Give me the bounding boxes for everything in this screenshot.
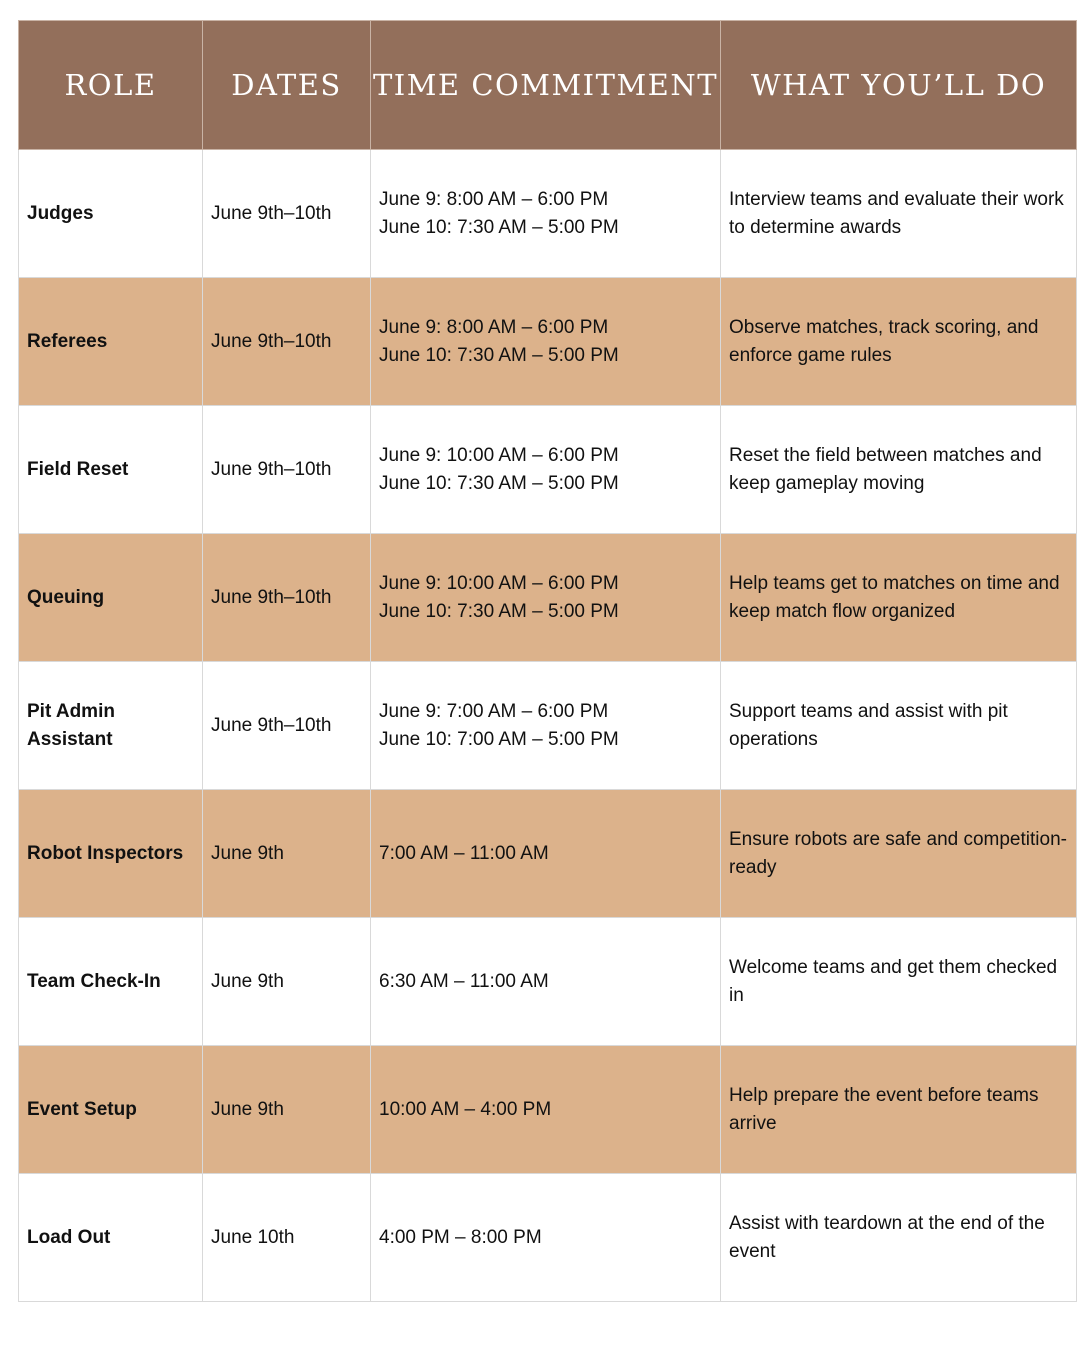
- time-line: June 10: 7:30 AM – 5:00 PM: [379, 472, 619, 494]
- description-cell: Ensure robots are safe and competition-ready: [721, 790, 1077, 918]
- time-cell: [371, 790, 721, 918]
- role-cell: Event Setup: [19, 1046, 203, 1174]
- table-row: [19, 790, 1077, 918]
- dates-cell: June 9th: [203, 790, 371, 918]
- time-cell: [371, 918, 721, 1046]
- time-line: June 10: 7:00 AM – 5:00 PM: [379, 728, 619, 750]
- time-line: June 10: 7:30 AM – 5:00 PM: [379, 216, 619, 238]
- time-cell: [371, 150, 721, 278]
- dates-cell: June 9th: [203, 1046, 371, 1174]
- time-cell: [371, 534, 721, 662]
- time-line: June 9: 8:00 AM – 6:00 PM: [379, 316, 609, 338]
- volunteer-roles-table: [18, 20, 1077, 1302]
- role-cell: Team Check-In: [19, 918, 203, 1046]
- time-line: June 9: 10:00 AM – 6:00 PM: [379, 572, 619, 594]
- role-cell: Referees: [19, 278, 203, 406]
- table-row: [19, 1174, 1077, 1302]
- description-cell: Support teams and assist with pit operations: [721, 662, 1077, 790]
- dates-cell: June 10th: [203, 1174, 371, 1302]
- time-line: 4:00 PM – 8:00 PM: [379, 1226, 542, 1248]
- header-dates: DATES: [203, 21, 371, 150]
- table-row: [19, 278, 1077, 406]
- description-cell: Assist with teardown at the end of the event: [721, 1174, 1077, 1302]
- description-cell: Observe matches, track scoring, and enforce game rules: [721, 278, 1077, 406]
- table-row: [19, 662, 1077, 790]
- time-cell: [371, 1046, 721, 1174]
- description-cell: Help teams get to matches on time and keep match flow organized: [721, 534, 1077, 662]
- header-what-youll-do: WHAT YOU’LL DO: [721, 21, 1077, 150]
- dates-cell: June 9th–10th: [203, 534, 371, 662]
- description-cell: Reset the field between matches and keep gameplay moving: [721, 406, 1077, 534]
- header-role: ROLE: [19, 21, 203, 150]
- role-cell: Judges: [19, 150, 203, 278]
- dates-cell: June 9th–10th: [203, 662, 371, 790]
- time-cell: [371, 278, 721, 406]
- description-cell: Welcome teams and get them checked in: [721, 918, 1077, 1046]
- header-time-commitment: TIME COMMITMENT: [371, 21, 721, 150]
- time-line: June 10: 7:30 AM – 5:00 PM: [379, 600, 619, 622]
- time-line: June 9: 10:00 AM – 6:00 PM: [379, 444, 619, 466]
- table-row: [19, 406, 1077, 534]
- dates-cell: June 9th–10th: [203, 406, 371, 534]
- dates-cell: June 9th: [203, 918, 371, 1046]
- role-cell: Pit Admin Assistant: [19, 662, 203, 790]
- description-cell: Help prepare the event before teams arrive: [721, 1046, 1077, 1174]
- role-cell: Load Out: [19, 1174, 203, 1302]
- dates-cell: June 9th–10th: [203, 278, 371, 406]
- table-row: [19, 534, 1077, 662]
- table-row: [19, 918, 1077, 1046]
- role-cell: Robot Inspectors: [19, 790, 203, 918]
- description-cell: Interview teams and evaluate their work to determine awards: [721, 150, 1077, 278]
- time-line: 6:30 AM – 11:00 AM: [379, 970, 549, 992]
- time-line: June 9: 7:00 AM – 6:00 PM: [379, 700, 609, 722]
- time-cell: [371, 406, 721, 534]
- time-line: June 10: 7:30 AM – 5:00 PM: [379, 344, 619, 366]
- role-cell: Queuing: [19, 534, 203, 662]
- dates-cell: June 9th–10th: [203, 150, 371, 278]
- table-row: [19, 150, 1077, 278]
- time-line: June 9: 8:00 AM – 6:00 PM: [379, 188, 609, 210]
- time-line: 10:00 AM – 4:00 PM: [379, 1098, 552, 1120]
- table-header-row: [19, 21, 1077, 150]
- table-row: [19, 1046, 1077, 1174]
- time-line: 7:00 AM – 11:00 AM: [379, 842, 549, 864]
- role-cell: Field Reset: [19, 406, 203, 534]
- time-cell: [371, 1174, 721, 1302]
- time-cell: [371, 662, 721, 790]
